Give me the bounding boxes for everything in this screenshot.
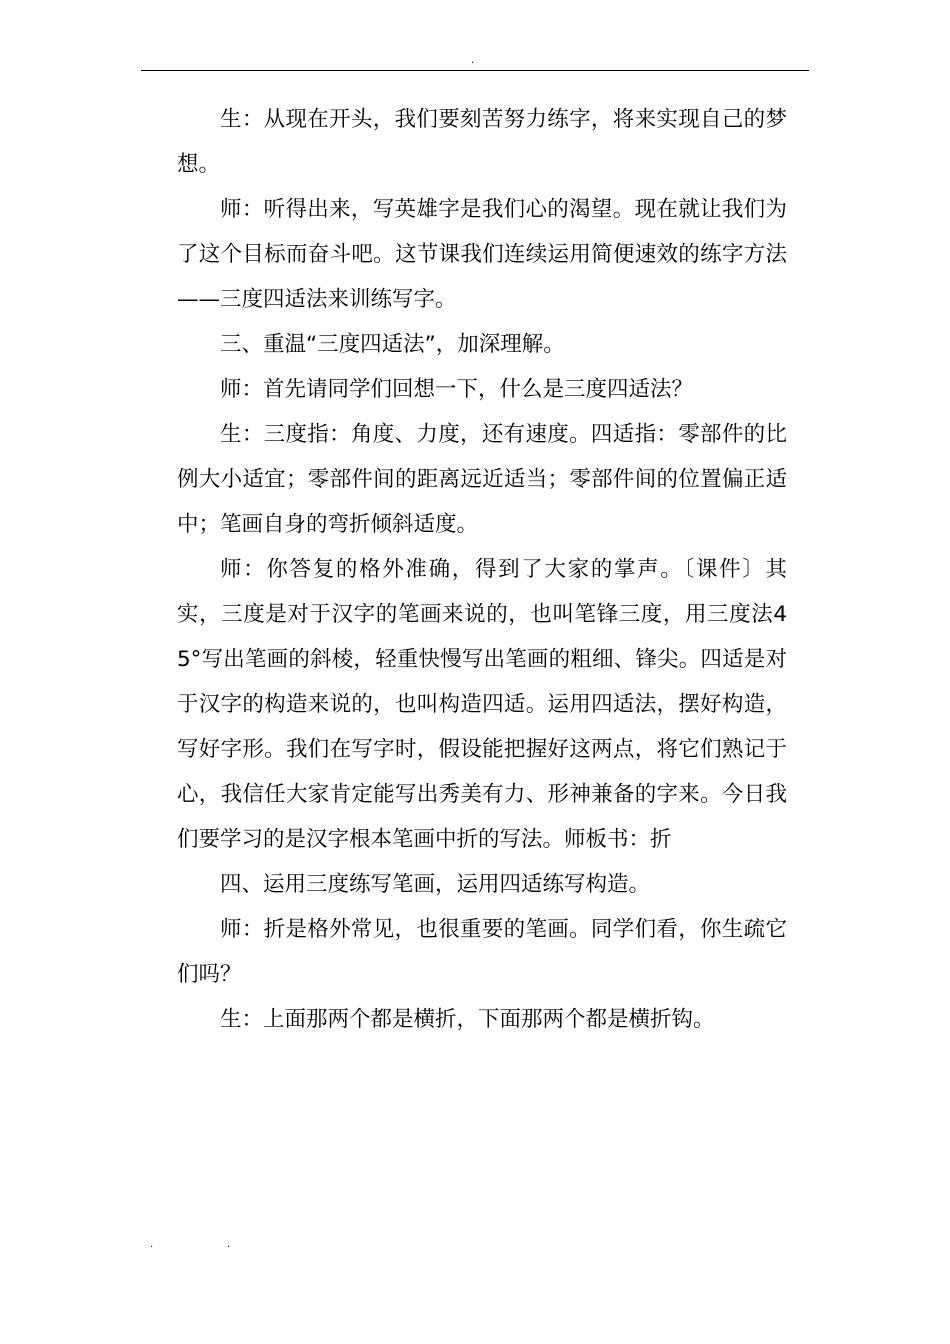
paragraph-2: 师：听得出来，写英雄字是我们心的渴望。现在就让我们为了这个目标而奋斗吧。这节课我们连续运用简便速效的练字方法——三度四适法来训练写字。 xyxy=(177,197,787,312)
paragraph-3: 三、重温“三度四适法”，加深理解。 xyxy=(220,332,565,357)
paragraph-4: 师：首先请同学们回想一下，什么是三度四适法？ xyxy=(220,377,694,402)
paragraph-6: 师：你答复的格外准确，得到了大家的掌声。〔课件〕其实，三度是对于汉字的笔画来说的，也叫笔锋三度，用三度法45°写出笔画的斜棱，轻重快慢写出笔画的粗细、锋尖。四适是对于汉字的构造来说的，也叫构造四适。运用四适法，摆好构造，写好字形。我们在写字时，假设能把握好这两点，将它们熟记于心，我信任大家肯定能写出秀美有力、形神兼备的字来。今日我们要学习的是汉字根本笔画中折的写法。师板书：折 xyxy=(177,557,787,852)
document-body xyxy=(177,97,787,1042)
header-dot: . xyxy=(471,55,475,66)
footer-dot-right: . xyxy=(227,1239,231,1250)
paragraph-5: 生：三度指：角度、力度，还有速度。四适指：零部件的比例大小适宜；零部件间的距离远近适当；零部件间的位置偏正适中；笔画自身的弯折倾斜适度。 xyxy=(177,422,787,537)
paragraph-8: 师：折是格外常见，也很重要的笔画。同学们看，你生疏它们吗？ xyxy=(177,917,787,987)
paragraph-7: 四、运用三度练写笔画，运用四适练写构造。 xyxy=(220,872,651,897)
footer-dot-left: . xyxy=(150,1239,154,1250)
paragraph-9: 生：上面那两个都是横折，下面那两个都是横折钩。 xyxy=(220,1007,715,1032)
paragraph-1: 生：从现在开头，我们要刻苦努力练字，将来实现自己的梦想。 xyxy=(177,107,787,177)
header-rule xyxy=(141,70,809,71)
